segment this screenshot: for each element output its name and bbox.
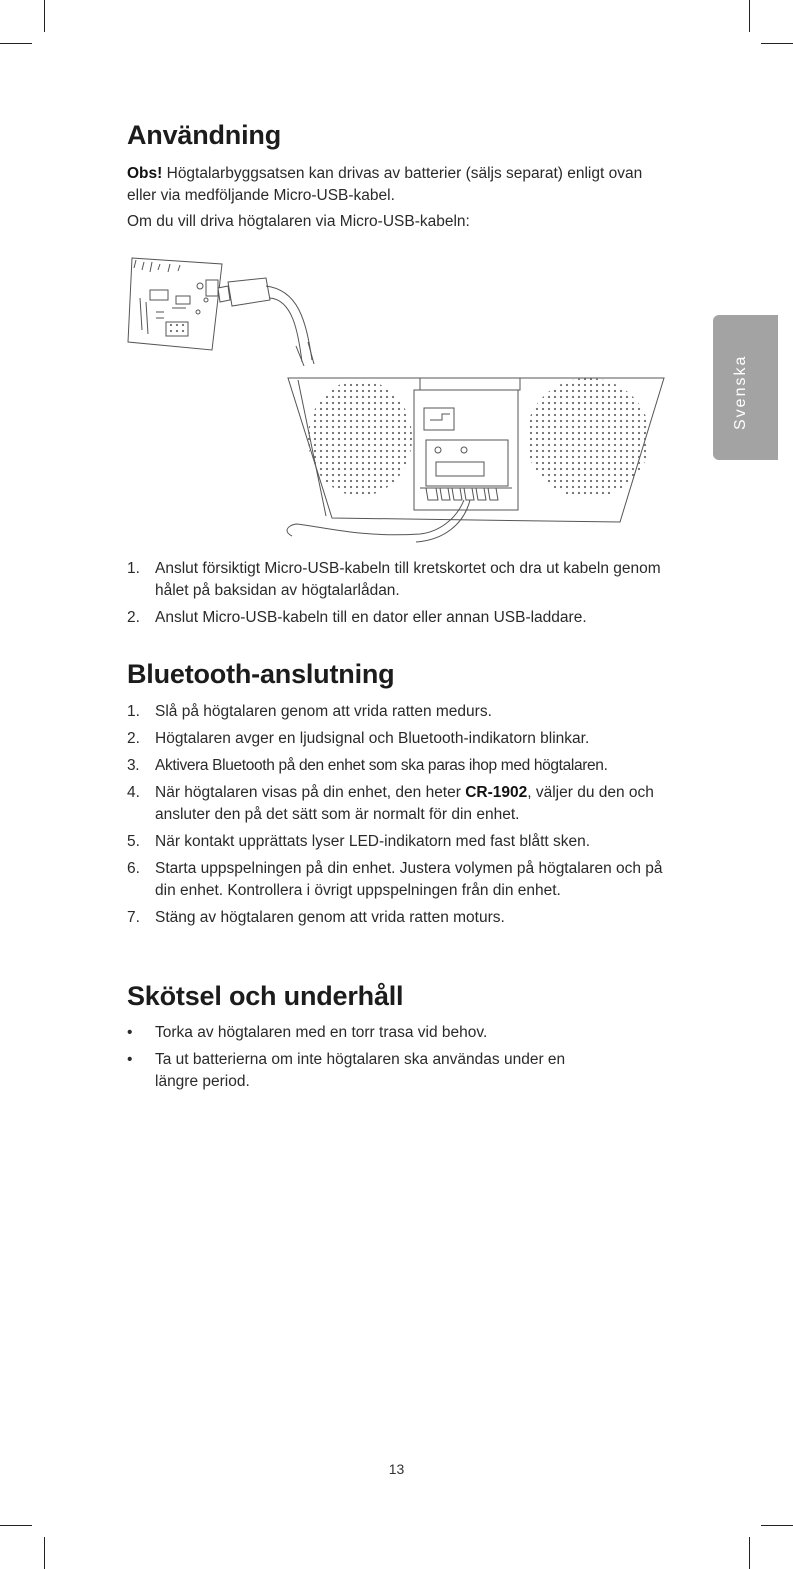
step-number: 1. — [127, 703, 140, 720]
step-text: Anslut försiktigt Micro-USB-kabeln till kretskortet och dra ut kabeln genom hålet på baksidan av högtalarlådan. — [155, 560, 661, 599]
crop-mark — [749, 1537, 750, 1569]
usage-intro: Om du vill driva högtalaren via Micro-USB-kabeln: — [127, 213, 470, 230]
step-text-after: , väljer du den och ansluter den på det sätt som är normalt för din enhet. — [155, 784, 654, 823]
step-text: Stäng av högtalaren genom att vrida ratten moturs. — [155, 909, 505, 926]
list-item — [127, 782, 667, 826]
step-text: Starta uppspelningen på din enhet. Justera volymen på högtalaren och på din enhet. Kontrollera i övrigt uppspelningen från din enhet. — [155, 860, 663, 899]
speaker-box-drawing — [287, 378, 664, 542]
usage-steps — [127, 558, 667, 629]
language-tab-label: Svenska — [732, 354, 749, 430]
usage-note — [127, 163, 667, 207]
usage-heading: Användning — [127, 120, 281, 150]
list-item — [127, 755, 667, 777]
model-name: CR-1902 — [465, 784, 528, 801]
bullet-text: Ta ut batterierna om inte högtalaren ska användas under en längre period. — [155, 1051, 566, 1090]
step-text: Anslut Micro-USB-kabeln till en dator eller annan USB-laddare. — [155, 609, 587, 626]
usage-note-label: Obs! — [127, 165, 163, 182]
list-item — [127, 558, 667, 602]
bullet-mark: • — [127, 1024, 133, 1041]
care-bullets — [127, 1022, 667, 1093]
step-text: När kontakt upprättats lyser LED-indikatorn med fast blått sken. — [155, 833, 591, 850]
list-item — [127, 728, 667, 750]
crop-mark — [44, 0, 45, 32]
step-number: 2. — [127, 609, 140, 626]
list-item — [127, 1022, 667, 1044]
usage-note-text: Högtalarbyggsatsen kan drivas av batterier (säljs separat) enligt ovan eller via medföljande Micro-USB-kabel. — [127, 165, 643, 204]
step-number: 2. — [127, 730, 140, 747]
crop-mark — [0, 1525, 32, 1526]
step-text-before: När högtalaren visas på din enhet, den heter — [155, 784, 466, 801]
step-text: Aktivera Bluetooth på den enhet som ska paras ihop med högtalaren. — [155, 757, 608, 774]
page-number: 13 — [388, 1461, 405, 1477]
crop-mark — [44, 1537, 45, 1569]
step-number: 7. — [127, 909, 140, 926]
step-number: 5. — [127, 833, 140, 850]
usb-connection-illustration — [120, 250, 680, 550]
list-item — [127, 1049, 667, 1093]
list-item — [127, 831, 667, 853]
crop-mark — [0, 43, 32, 44]
step-number: 3. — [127, 757, 140, 774]
crop-mark — [749, 0, 750, 32]
bluetooth-steps — [127, 701, 667, 929]
step-number: 4. — [127, 784, 140, 801]
list-item — [127, 907, 667, 929]
circuit-board-drawing — [128, 258, 222, 350]
bullet-text: Torka av högtalaren med en torr trasa vid behov. — [155, 1024, 488, 1041]
crop-mark — [761, 1525, 793, 1526]
list-item — [127, 858, 667, 902]
bluetooth-heading: Bluetooth-anslutning — [127, 659, 395, 689]
crop-mark — [761, 43, 793, 44]
list-item — [127, 701, 667, 723]
step-text: Slå på högtalaren genom att vrida ratten medurs. — [155, 703, 492, 720]
list-item — [127, 607, 667, 629]
step-number: 1. — [127, 560, 140, 577]
bullet-mark: • — [127, 1051, 133, 1068]
step-text: Högtalaren avger en ljudsignal och Bluetooth-indikatorn blinkar. — [155, 730, 590, 747]
step-number: 6. — [127, 860, 140, 877]
usb-cable-drawing — [218, 278, 314, 366]
care-heading: Skötsel och underhåll — [127, 981, 404, 1011]
